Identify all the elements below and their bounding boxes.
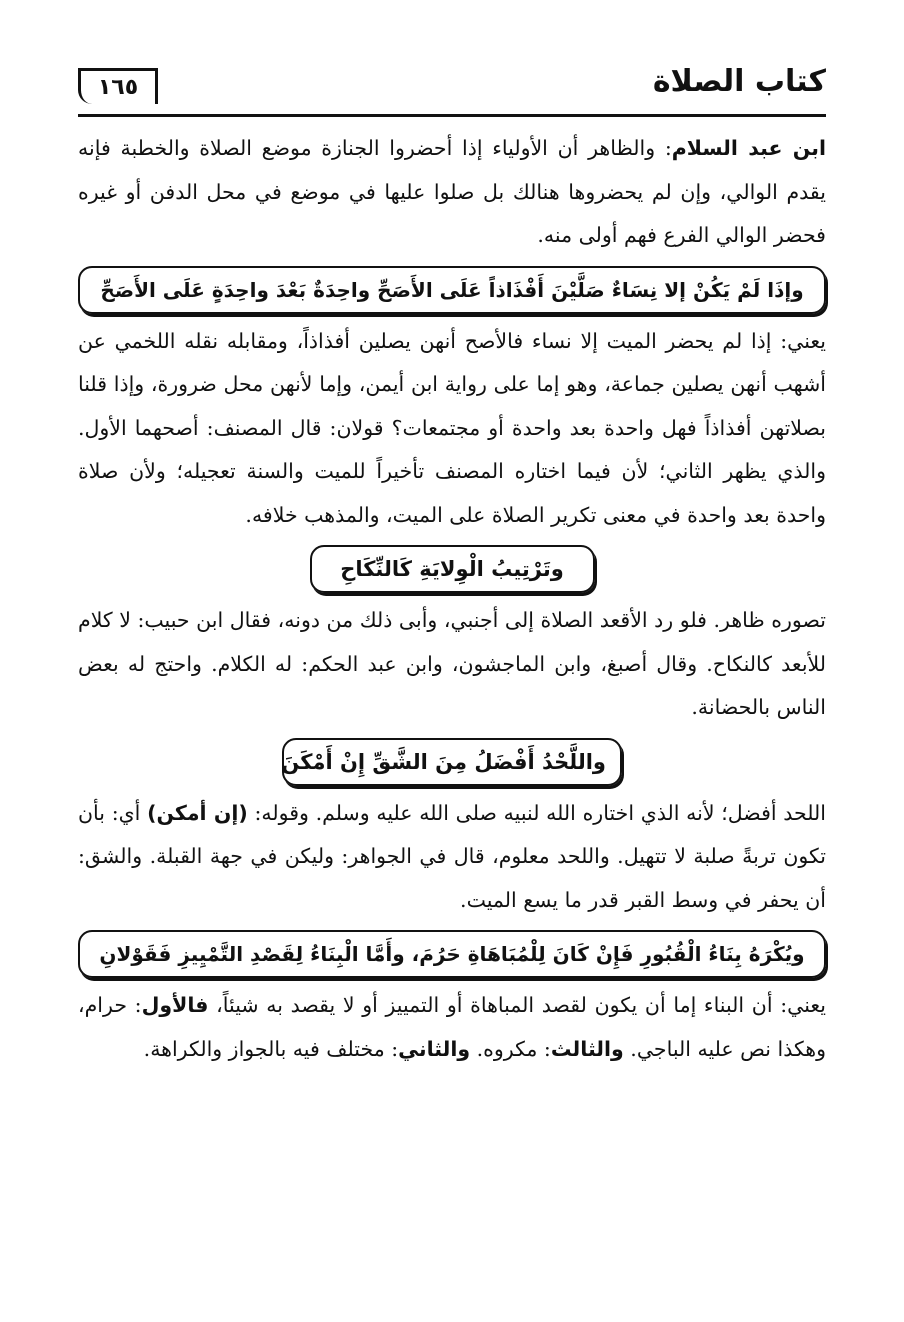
page-header	[78, 58, 826, 117]
matn-box-women-prayer: وإذَا لَمْ يَكُنْ إلا نِسَاءٌ صَلَّيْنَ أَفْذَاذاً عَلَى الأَصَحِّ واحِدَةٌ بَعْدَ واحِدَةٍ عَلَى الأَصَحِّ	[78, 266, 826, 314]
paragraph-lahd	[78, 792, 826, 923]
paragraph-ibn-abd-salam	[78, 127, 826, 258]
matn-box-lahd: واللَّحْدُ أَفْضَلُ مِنَ الشَّقِّ إِنْ أَمْكَنَ	[282, 738, 622, 786]
book-page	[78, 58, 826, 1071]
paragraph-building-graves	[78, 984, 826, 1071]
term-first: فالأول	[141, 993, 209, 1017]
book-title: كتاب الصلاة	[652, 64, 826, 99]
page-number: ١٦٥	[78, 68, 158, 104]
paragraph-lead: ابن عبد السلام	[671, 136, 826, 160]
paragraph-guardianship: تصوره ظاهر. فلو رد الأقعد الصلاة إلى أجنبي، وأبى ذلك من دونه، فقال ابن حبيب: لا كلام للأبعد كالنكاح. وقال أصبغ، وابن الماجشون، وابن عبد الحكم: له الكلام. واحتج له بعض الناس بالحضانة.	[78, 608, 826, 719]
matn-row	[78, 545, 826, 593]
quoted-term: (إن أمكن)	[147, 800, 248, 825]
paragraph-text: : والظاهر أن الأولياء إذا أحضروا الجنازة موضع الصلاة والخطبة فإنه يقدم الوالي، وإن لم يحضروها هنالك بل صلوا عليها في موضع في محل الدفن أو غيره فحضر الوالي الفرع فهم أولى منه.	[78, 136, 826, 247]
paragraph-text: : حرام، وهكذا نص عليه الباجي.	[78, 993, 826, 1061]
term-second: والثاني	[398, 1036, 471, 1061]
paragraph-text: اللحد أفضل؛ لأنه الذي اختاره الله لنبيه صلى الله عليه وسلم. وقوله:	[247, 800, 826, 825]
paragraph-text: : مكروه.	[470, 1036, 551, 1061]
paragraph-text: : مختلف فيه بالجواز والكراهة.	[143, 1036, 399, 1061]
matn-row	[78, 930, 826, 978]
matn-row	[78, 266, 826, 314]
matn-row	[78, 738, 826, 786]
term-third: والثالث	[550, 1036, 624, 1061]
paragraph-women-prayer: يعني: إذا لم يحضر الميت إلا نساء فالأصح أنهن يصلين أفذاذاً، ومقابله نقله اللخمي عن أشهب أنهن يصلين جماعة، وهو إما على رواية ابن أيمن، وإما لأنهن محل ضرورة، وإذا قلنا بصلاتهن أفذاذاً فهل واحدة بعد واحدة أو مجتمعات؟ قولان: قال المصنف: أصحهما الأول. والذي يظهر الثاني؛ لأن فيما اختاره المصنف تأخيراً للميت والسنة تعجيله؛ ولأن صلاة واحدة بعد واحدة في معنى تكرير الصلاة على الميت، والمذهب خلافه.	[78, 328, 826, 527]
paragraph-text: يعني: أن البناء إما أن يكون لقصد المباهاة أو التمييز أو لا يقصد به شيئاً،	[208, 993, 826, 1017]
matn-box-building-graves: ويُكْرَهُ بِنَاءُ الْقُبُورِ فَإِنْ كَانَ لِلْمُبَاهَاةِ حَرُمَ، وأَمَّا الْبِنَاءُ لِقَصْدِ التَّمْيِيزِ فَقَوْلانِ	[78, 930, 826, 978]
paragraph-text: أي: بأن تكون تربةً صلبة لا تتهيل. واللحد معلوم، قال في الجواهر: وليكن في جهة القبلة. والشق: أن يحفر في وسط القبر قدر ما يسع الميت.	[78, 800, 826, 912]
matn-box-guardianship: وتَرْتِيبُ الْوِلايَةِ كَالنِّكَاحِ	[310, 545, 595, 593]
